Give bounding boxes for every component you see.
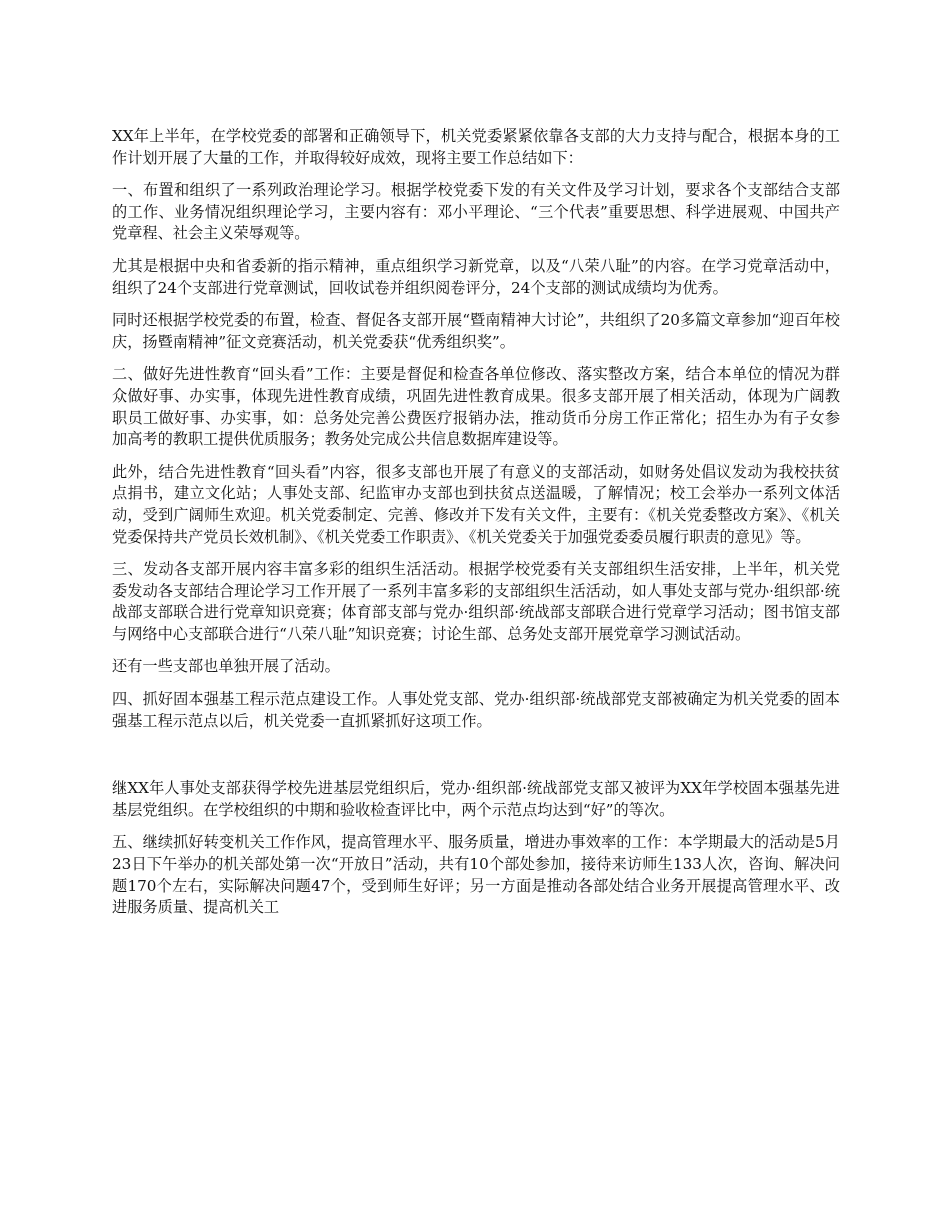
- paragraph-intro: XX年上半年，在学校党委的部署和正确领导下，机关党委紧紧依靠各支部的大力支持与配合，根据本身的工作计划开展了大量的工作，并取得较好成效，现将主要工作总结如下：: [112, 127, 840, 167]
- paragraph-advanced-organization: 继XX年人事处支部获得学校先进基层党组织后，党办·组织部·统战部党支部又被评为XX年学校固本强基先进基层党组织。在学校组织的中期和验收检查评比中，两个示范点均达到“好”的等次。: [112, 779, 840, 819]
- paragraph-work-style: 五、继续抓好转变机关工作作风，提高管理水平、服务质量，增进办事效率的工作：本学期最大的活动是5月23日下午举办的机关部处第一次“开放日”活动，共有10个部处参加，接待来访师生133人次，咨询、解决问题170个左右，实际解决问题47个，受到师生好评；另一方面是推动各部处结合业务开展提高管理水平、改进服务质量、提高机关工: [112, 833, 840, 917]
- paragraph-jinan-spirit: 同时还根据学校党委的布置，检查、督促各支部开展“暨南精神大讨论”，共组织了20多篇文章参加“迎百年校庆，扬暨南精神”征文竞赛活动，机关党委获“优秀组织奖”。: [112, 311, 840, 351]
- document-body: [112, 126, 840, 930]
- paragraph-theory-study: 一、布置和组织了一系列政治理论学习。根据学校党委下发的有关文件及学习计划，要求各个支部结合支部的工作、业务情况组织理论学习，主要内容有：邓小平理论、“三个代表”重要思想、科学进展观、中国共产党章程、社会主义荣辱观等。: [112, 181, 840, 243]
- paragraph-branch-activities: 此外，结合先进性教育“回头看”内容，很多支部也开展了有意义的支部活动，如财务处倡议发动为我校扶贫点捐书，建立文化站；人事处支部、纪监审办支部也到扶贫点送温暖，了解情况；校工会举办一系列文体活动，受到广阔师生欢迎。机关党委制定、完善、修改并下发有关文件，主要有：《机关党委整改方案》、《机关党委保持共产党员长效机制》、《机关党委工作职责》、《机关党委关于加强党委委员履行职责的意见》等。: [112, 462, 840, 546]
- paragraph-demonstration-sites: 四、抓好固本强基工程示范点建设工作。人事处党支部、党办·组织部·统战部党支部被确定为机关党委的固本强基工程示范点以后，机关党委一直抓紧抓好这项工作。: [112, 690, 840, 730]
- paragraph-look-back: 二、做好先进性教育“回头看”工作：主要是督促和检查各单位修改、落实整改方案，结合本单位的情况为群众做好事、办实事，体现先进性教育成绩，巩固先进性教育成果。很多支部开展了相关活动，体现为广阔教职员工做好事、办实事，如：总务处完善公费医疗报销办法，推动货币分房工作正常化；招生办为有子女参加高考的教职工提供优质服务；教务处完成公共信息数据库建设等。: [112, 365, 840, 449]
- paragraph-individual-activities: 还有一些支部也单独开展了活动。: [112, 657, 340, 676]
- paragraph-organization-life: 三、发动各支部开展内容丰富多彩的组织生活活动。根据学校党委有关支部组织生活安排，上半年，机关党委发动各支部结合理论学习工作开展了一系列丰富多彩的支部组织生活活动，如人事处支部与党办·组织部·统战部支部联合进行党章知识竞赛；体育部支部与党办·组织部·统战部支部联合进行党章学习活动；图书馆支部与网络中心支部联合进行“八荣八耻”知识竞赛；讨论生部、总务处支部开展党章学习测试活动。: [112, 560, 840, 643]
- paragraph-party-constitution-test: 尤其是根据中央和省委新的指示精神，重点组织学习新党章，以及“八荣八耻”的内容。在学习党章活动中，组织了24个支部进行党章测试，回收试卷并组织阅卷评分，24个支部的测试成绩均为优秀。: [112, 256, 840, 297]
